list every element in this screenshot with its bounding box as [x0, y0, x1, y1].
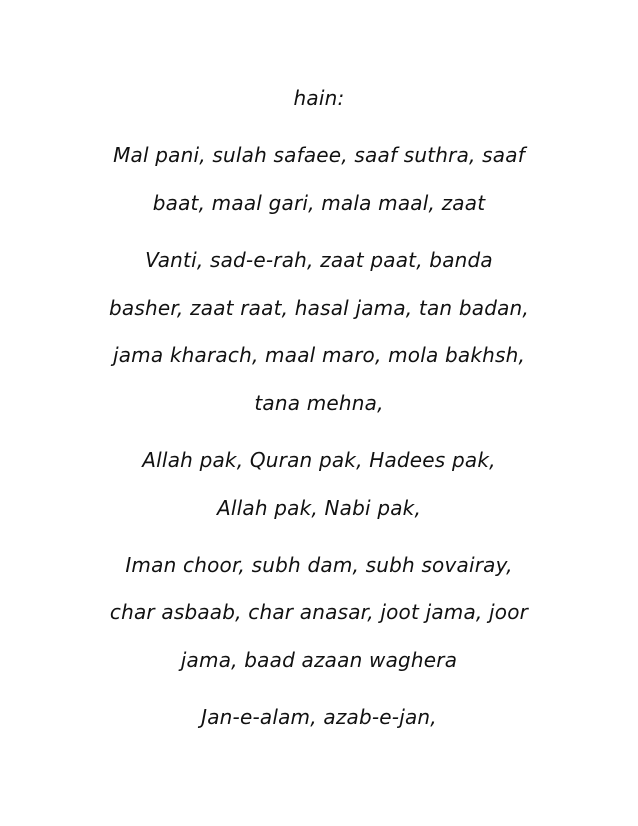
- text-line-8: Allah pak, Quran pak, Hadees pak,: [142, 448, 496, 472]
- text-line-3: baat, maal gari, mala maal, zaat: [152, 191, 486, 215]
- text-line-12: jama, baad azaan waghera: [180, 648, 458, 672]
- text-line-13: Jan-e-alam, azab-e-jan,: [201, 705, 437, 729]
- text-line-4: Vanti, sad-e-rah, zaat paat, banda: [145, 248, 493, 272]
- text-line-1: hain:: [293, 86, 345, 110]
- text-line-2: Mal pani, sulah safaee, saaf suthra, saaf: [113, 143, 525, 167]
- text-line-6: jama kharach, maal maro, mola bakhsh,: [112, 343, 526, 367]
- text-line-9: Allah pak, Nabi pak,: [216, 496, 422, 520]
- text-line-11: char asbaab, char anasar, joot jama, joor: [109, 600, 529, 624]
- text-line-5: basher, zaat raat, hasal jama, tan badan,: [108, 296, 529, 320]
- text-line-10: Iman choor, subh dam, subh sovairay,: [125, 553, 513, 577]
- text-line-7: tana mehna,: [254, 391, 384, 415]
